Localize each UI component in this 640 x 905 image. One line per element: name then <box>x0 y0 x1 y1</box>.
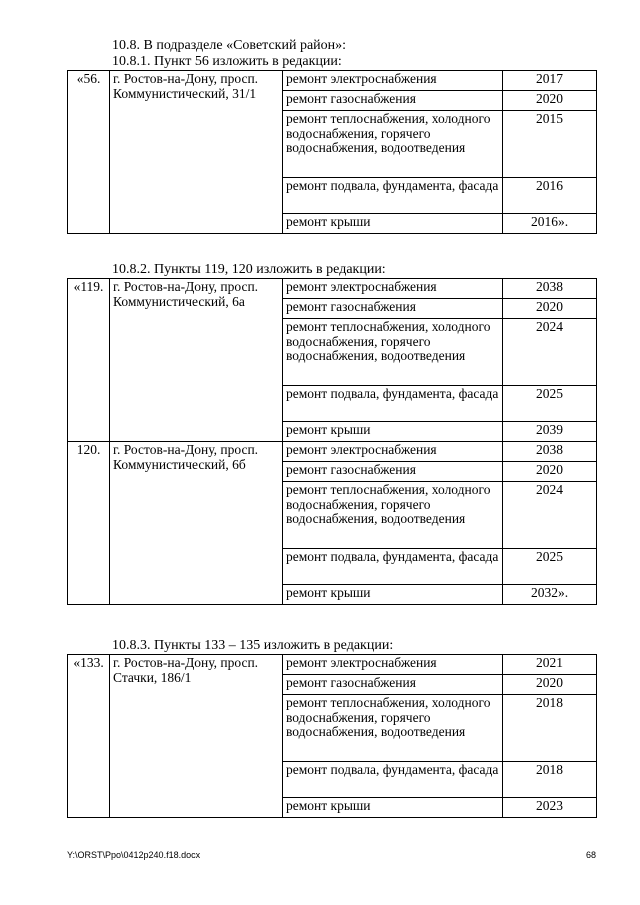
table-row <box>68 442 597 462</box>
work-type: ремонт теплоснабжения, холодного водоснабжения, горячего водоснабжения, водоотведения <box>283 482 503 549</box>
work-type: ремонт газоснабжения <box>283 91 503 111</box>
work-year: 2023 <box>503 798 597 818</box>
work-year: 2020 <box>503 91 597 111</box>
work-year: 2016». <box>503 214 597 234</box>
table-row <box>68 279 597 299</box>
table-row <box>68 71 597 91</box>
work-year: 2038 <box>503 442 597 462</box>
work-year: 2017 <box>503 71 597 91</box>
work-type: ремонт крыши <box>283 585 503 605</box>
subsection-heading-3: 10.8.3. Пункты 133 – 135 изложить в редакции: <box>112 638 394 653</box>
item-address: г. Ростов-на-Дону, просп. Коммунистический, 31/1 <box>110 71 283 234</box>
work-type: ремонт подвала, фундамента, фасада <box>283 178 503 214</box>
table-item-56 <box>67 70 597 234</box>
work-year: 2015 <box>503 111 597 178</box>
work-type: ремонт газоснабжения <box>283 675 503 695</box>
work-type: ремонт теплоснабжения, холодного водоснабжения, горячего водоснабжения, водоотведения <box>283 111 503 178</box>
item-address: г. Ростов-на-Дону, просп. Стачки, 186/1 <box>110 655 283 818</box>
table-row <box>68 655 597 675</box>
work-year: 2020 <box>503 675 597 695</box>
work-year: 2018 <box>503 762 597 798</box>
work-type: ремонт крыши <box>283 422 503 442</box>
work-year: 2039 <box>503 422 597 442</box>
work-type: ремонт крыши <box>283 214 503 234</box>
work-year: 2025 <box>503 549 597 585</box>
work-type: ремонт электроснабжения <box>283 442 503 462</box>
work-year: 2021 <box>503 655 597 675</box>
work-year: 2024 <box>503 482 597 549</box>
work-type: ремонт электроснабжения <box>283 71 503 91</box>
page-number: 68 <box>585 850 596 860</box>
item-number: «119. <box>68 279 110 442</box>
work-type: ремонт крыши <box>283 798 503 818</box>
work-type: ремонт теплоснабжения, холодного водоснабжения, горячего водоснабжения, водоотведения <box>283 695 503 762</box>
work-year: 2032». <box>503 585 597 605</box>
table-items-119-120 <box>67 278 597 605</box>
item-address: г. Ростов-на-Дону, просп. Коммунистический, 6б <box>110 442 283 605</box>
work-year: 2020 <box>503 299 597 319</box>
subsection-heading-2: 10.8.2. Пункты 119, 120 изложить в редакции: <box>112 262 386 277</box>
item-number: «56. <box>68 71 110 234</box>
footer-file-path: Y:\ORST\Ppo\0412p240.f18.docx <box>67 850 201 860</box>
work-type: ремонт электроснабжения <box>283 655 503 675</box>
work-type: ремонт подвала, фундамента, фасада <box>283 386 503 422</box>
work-type: ремонт газоснабжения <box>283 462 503 482</box>
table-item-133 <box>67 654 597 818</box>
work-year: 2020 <box>503 462 597 482</box>
item-number: «133. <box>68 655 110 818</box>
work-year: 2024 <box>503 319 597 386</box>
item-number: 120. <box>68 442 110 605</box>
work-type: ремонт электроснабжения <box>283 279 503 299</box>
work-year: 2038 <box>503 279 597 299</box>
work-year: 2018 <box>503 695 597 762</box>
item-address: г. Ростов-на-Дону, просп. Коммунистический, 6а <box>110 279 283 442</box>
work-type: ремонт газоснабжения <box>283 299 503 319</box>
work-type: ремонт подвала, фундамента, фасада <box>283 549 503 585</box>
work-year: 2025 <box>503 386 597 422</box>
section-heading: 10.8. В подразделе «Советский район»: <box>112 38 347 53</box>
subsection-heading-1: 10.8.1. Пункт 56 изложить в редакции: <box>112 54 342 69</box>
work-type: ремонт подвала, фундамента, фасада <box>283 762 503 798</box>
work-year: 2016 <box>503 178 597 214</box>
work-type: ремонт теплоснабжения, холодного водоснабжения, горячего водоснабжения, водоотведения <box>283 319 503 386</box>
